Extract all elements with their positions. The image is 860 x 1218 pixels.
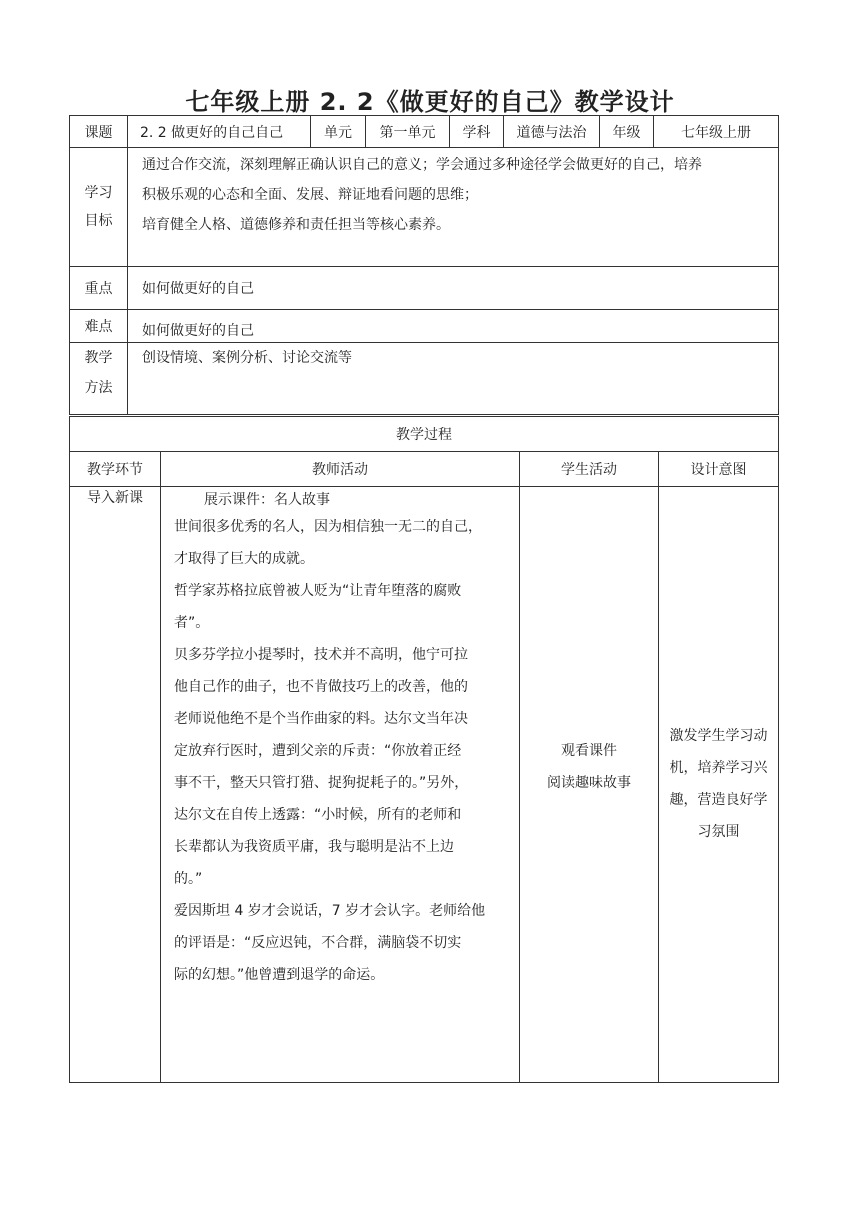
goals-line: 积极乐观的心态和全面、发展、辩证地看问题的思维；: [142, 187, 478, 203]
teacher-line: 老师说他绝不是个当作曲家的料。达尔文当年决: [174, 711, 468, 727]
lesson-info-table: [69, 115, 779, 415]
teacher-line: 的评语是：“反应迟钝，不合群，满脑袋不切实: [174, 935, 462, 951]
student-activity: [520, 487, 659, 1083]
unit-label: 单元: [311, 116, 366, 148]
column-header: 教师活动: [161, 452, 520, 487]
key-point-label: 重点: [70, 267, 128, 310]
lesson-label: 课题: [70, 116, 128, 148]
intent-line: 习氛围: [697, 823, 740, 840]
intent-line: 趣，营造良好学: [669, 791, 768, 808]
page-title: 七年级上册 2. 2《做更好的自己》教学设计: [185, 88, 675, 116]
teacher-line: 贝多芬学拉小提琴时，技术并不高明，他宁可拉: [174, 647, 468, 663]
intent-line: 激发学生学习动: [669, 727, 768, 744]
teacher-line: 他自己作的曲子，也不肯做技巧上的改善，他的: [174, 679, 468, 695]
method-value: 创设情境、案例分析、讨论交流等: [128, 343, 779, 415]
student-line: 阅读趣味故事: [547, 774, 631, 791]
goals-line: 通过合作交流，深刻理解正确认识自己的意义；学会通过多种途径学会做更好的自己，培养: [142, 157, 702, 173]
subject-value: 道德与法治: [504, 116, 600, 148]
goals-content: [128, 148, 779, 267]
teacher-line: 哲学家苏格拉底曾被人贬为“让青年堕落的腐败: [174, 583, 462, 599]
key-point-value: 如何做更好的自己: [128, 267, 779, 310]
teacher-line: 际的幻想。”他曾遭到退学的命运。: [174, 967, 385, 983]
column-header: 设计意图: [659, 452, 779, 487]
method-label: [70, 343, 128, 415]
teacher-line: 爱因斯坦 4 岁才会说话，7 岁才会认字。老师给他: [174, 903, 486, 919]
goals-label-line2: 目标: [84, 213, 113, 229]
intent-line: 机，培养学习兴: [669, 759, 768, 776]
column-header: 教学环节: [70, 452, 161, 487]
subject-label: 学科: [450, 116, 504, 148]
lesson-value: 2. 2 做更好的自己自己: [128, 116, 311, 148]
student-line: 观看课件: [561, 742, 617, 759]
unit-value: 第一单元: [366, 116, 450, 148]
goals-label-line1: 学习: [84, 185, 113, 201]
difficulty-value: 如何做更好的自己: [128, 310, 779, 343]
goals-label: [70, 148, 128, 267]
process-table: [69, 416, 779, 1083]
goals-line: 培育健全人格、道德修养和责任担当等核心素养。: [142, 217, 450, 233]
teacher-line: 定放弃行医时，遭到父亲的斥责：“你放着正经: [174, 743, 462, 759]
teacher-line: 长辈都认为我资质平庸，我与聪明是沾不上边: [174, 839, 454, 855]
teacher-line: 世间很多优秀的名人，因为相信独一无二的自己，: [174, 519, 482, 535]
process-heading: 教学过程: [70, 417, 779, 452]
method-label-line2: 方法: [84, 380, 113, 396]
method-label-line1: 教学: [84, 350, 113, 366]
teacher-line: 事不干，整天只管打猎、捉狗捉耗子的。”另外，: [174, 775, 469, 791]
teacher-activity: [161, 487, 520, 1083]
teacher-line: 者”。: [174, 615, 210, 631]
grade-label: 年级: [600, 116, 654, 148]
teacher-line: 展示课件：名人故事: [204, 492, 330, 508]
difficulty-label: 难点: [70, 310, 128, 343]
column-header: 学生活动: [520, 452, 659, 487]
grade-value: 七年级上册: [654, 116, 779, 148]
stage-cell: 导入新课: [70, 487, 161, 1083]
teacher-line: 的。”: [174, 871, 203, 887]
teacher-line: 达尔文在自传上透露：“小时候，所有的老师和: [174, 807, 462, 823]
design-intent: [659, 487, 779, 1083]
teacher-line: 才取得了巨大的成就。: [174, 551, 314, 567]
